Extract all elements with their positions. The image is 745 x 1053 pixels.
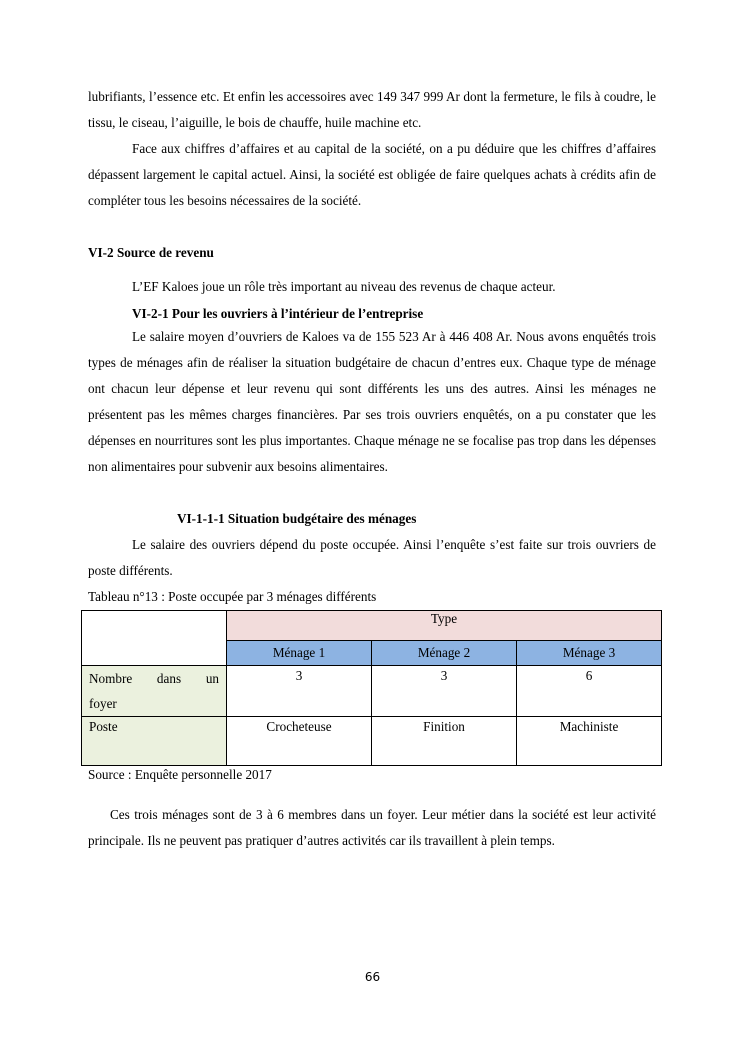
page-content bbox=[88, 84, 656, 854]
spacer bbox=[88, 480, 656, 506]
paragraph-salaire-moyen: Le salaire moyen d’ouvriers de Kaloes va de 155 523 Ar à 446 408 Ar. Nous avons enquêtés trois types de ménages afin de réaliser la situation budgétaire de chacun d’entres eux. Chaque type de ménage ont chacun leur dépense et leur revenu qui sont différents les uns des autres. Ainsi les ménages ne présentent pas les mêmes charges financières. Par ses trois ouvriers enquêtés, on a pu constater que les dépenses en nourritures sont les plus importantes. Chaque ménage ne se focalise pas trop dans les dépenses non alimentaires pour subvenir aux besoins alimentaires. bbox=[88, 329, 656, 474]
paragraph-accessoires: lubrifiants, l’essence etc. Et enfin les accessoires avec 149 347 999 Ar dont la fermeture, le fils à coudre, le tissu, le ciseau, l’aiguille, le bois de chauffe, huile machine etc. bbox=[88, 89, 656, 130]
table-column-header: Ménage 1 bbox=[227, 641, 372, 666]
spacer bbox=[88, 214, 656, 240]
table-row-header bbox=[82, 666, 227, 717]
table-header-row-type bbox=[82, 611, 662, 641]
table-cell: Finition bbox=[372, 717, 517, 766]
table-row bbox=[82, 666, 662, 717]
table-empty-corner bbox=[82, 611, 227, 666]
table-cell: 3 bbox=[372, 666, 517, 717]
table-caption: Tableau n°13 : Poste occupée par 3 ménages différents bbox=[88, 589, 377, 604]
table-cell: 6 bbox=[517, 666, 662, 717]
menages-table bbox=[81, 610, 662, 766]
spacer bbox=[88, 266, 656, 274]
row-label-line1: Nombre dans un bbox=[89, 671, 219, 686]
table-column-header: Ménage 2 bbox=[372, 641, 517, 666]
table-cell: Machiniste bbox=[517, 717, 662, 766]
paragraph-salaire-ouvriers: Le salaire des ouvriers dépend du poste occupée. Ainsi l’enquête s’est faite sur trois ouvriers de poste différents. bbox=[88, 537, 656, 578]
section-heading-source-revenu: VI-2 Source de revenu bbox=[88, 245, 214, 260]
table-row bbox=[82, 717, 662, 766]
subsubsection-heading-situation: VI-1-1-1 Situation budgétaire des ménages bbox=[177, 511, 417, 526]
spacer bbox=[88, 784, 656, 802]
row-label-line2: foyer bbox=[89, 696, 117, 711]
paragraph-trois-menages: Ces trois ménages sont de 3 à 6 membres dans un foyer. Leur métier dans la société est leur activité principale. Ils ne peuvent pas pratiquer d’autres activités car ils travaillent à plein temps. bbox=[88, 807, 656, 848]
paragraph-kaloes-role: L’EF Kaloes joue un rôle très important au niveau des revenus de chaque acteur. bbox=[132, 279, 556, 294]
table-cell: 3 bbox=[227, 666, 372, 717]
paragraph-chiffres-affaires: Face aux chiffres d’affaires et au capital de la société, on a pu déduire que les chiffres d’affaires dépassent largement le capital actuel. Ainsi, la société est obligée de faire quelques achats à crédits afin de compléter tous les besoins nécessaires de la société. bbox=[88, 141, 656, 208]
table-row-header: Poste bbox=[82, 717, 227, 766]
page-number: 66 bbox=[364, 970, 381, 984]
table-source: Source : Enquête personnelle 2017 bbox=[88, 767, 272, 782]
table-column-header: Ménage 3 bbox=[517, 641, 662, 666]
subsection-heading-ouvriers: VI-2-1 Pour les ouvriers à l’intérieur de l’entreprise bbox=[132, 306, 424, 321]
table-type-header: Type bbox=[227, 611, 662, 641]
table-cell: Crocheteuse bbox=[227, 717, 372, 766]
